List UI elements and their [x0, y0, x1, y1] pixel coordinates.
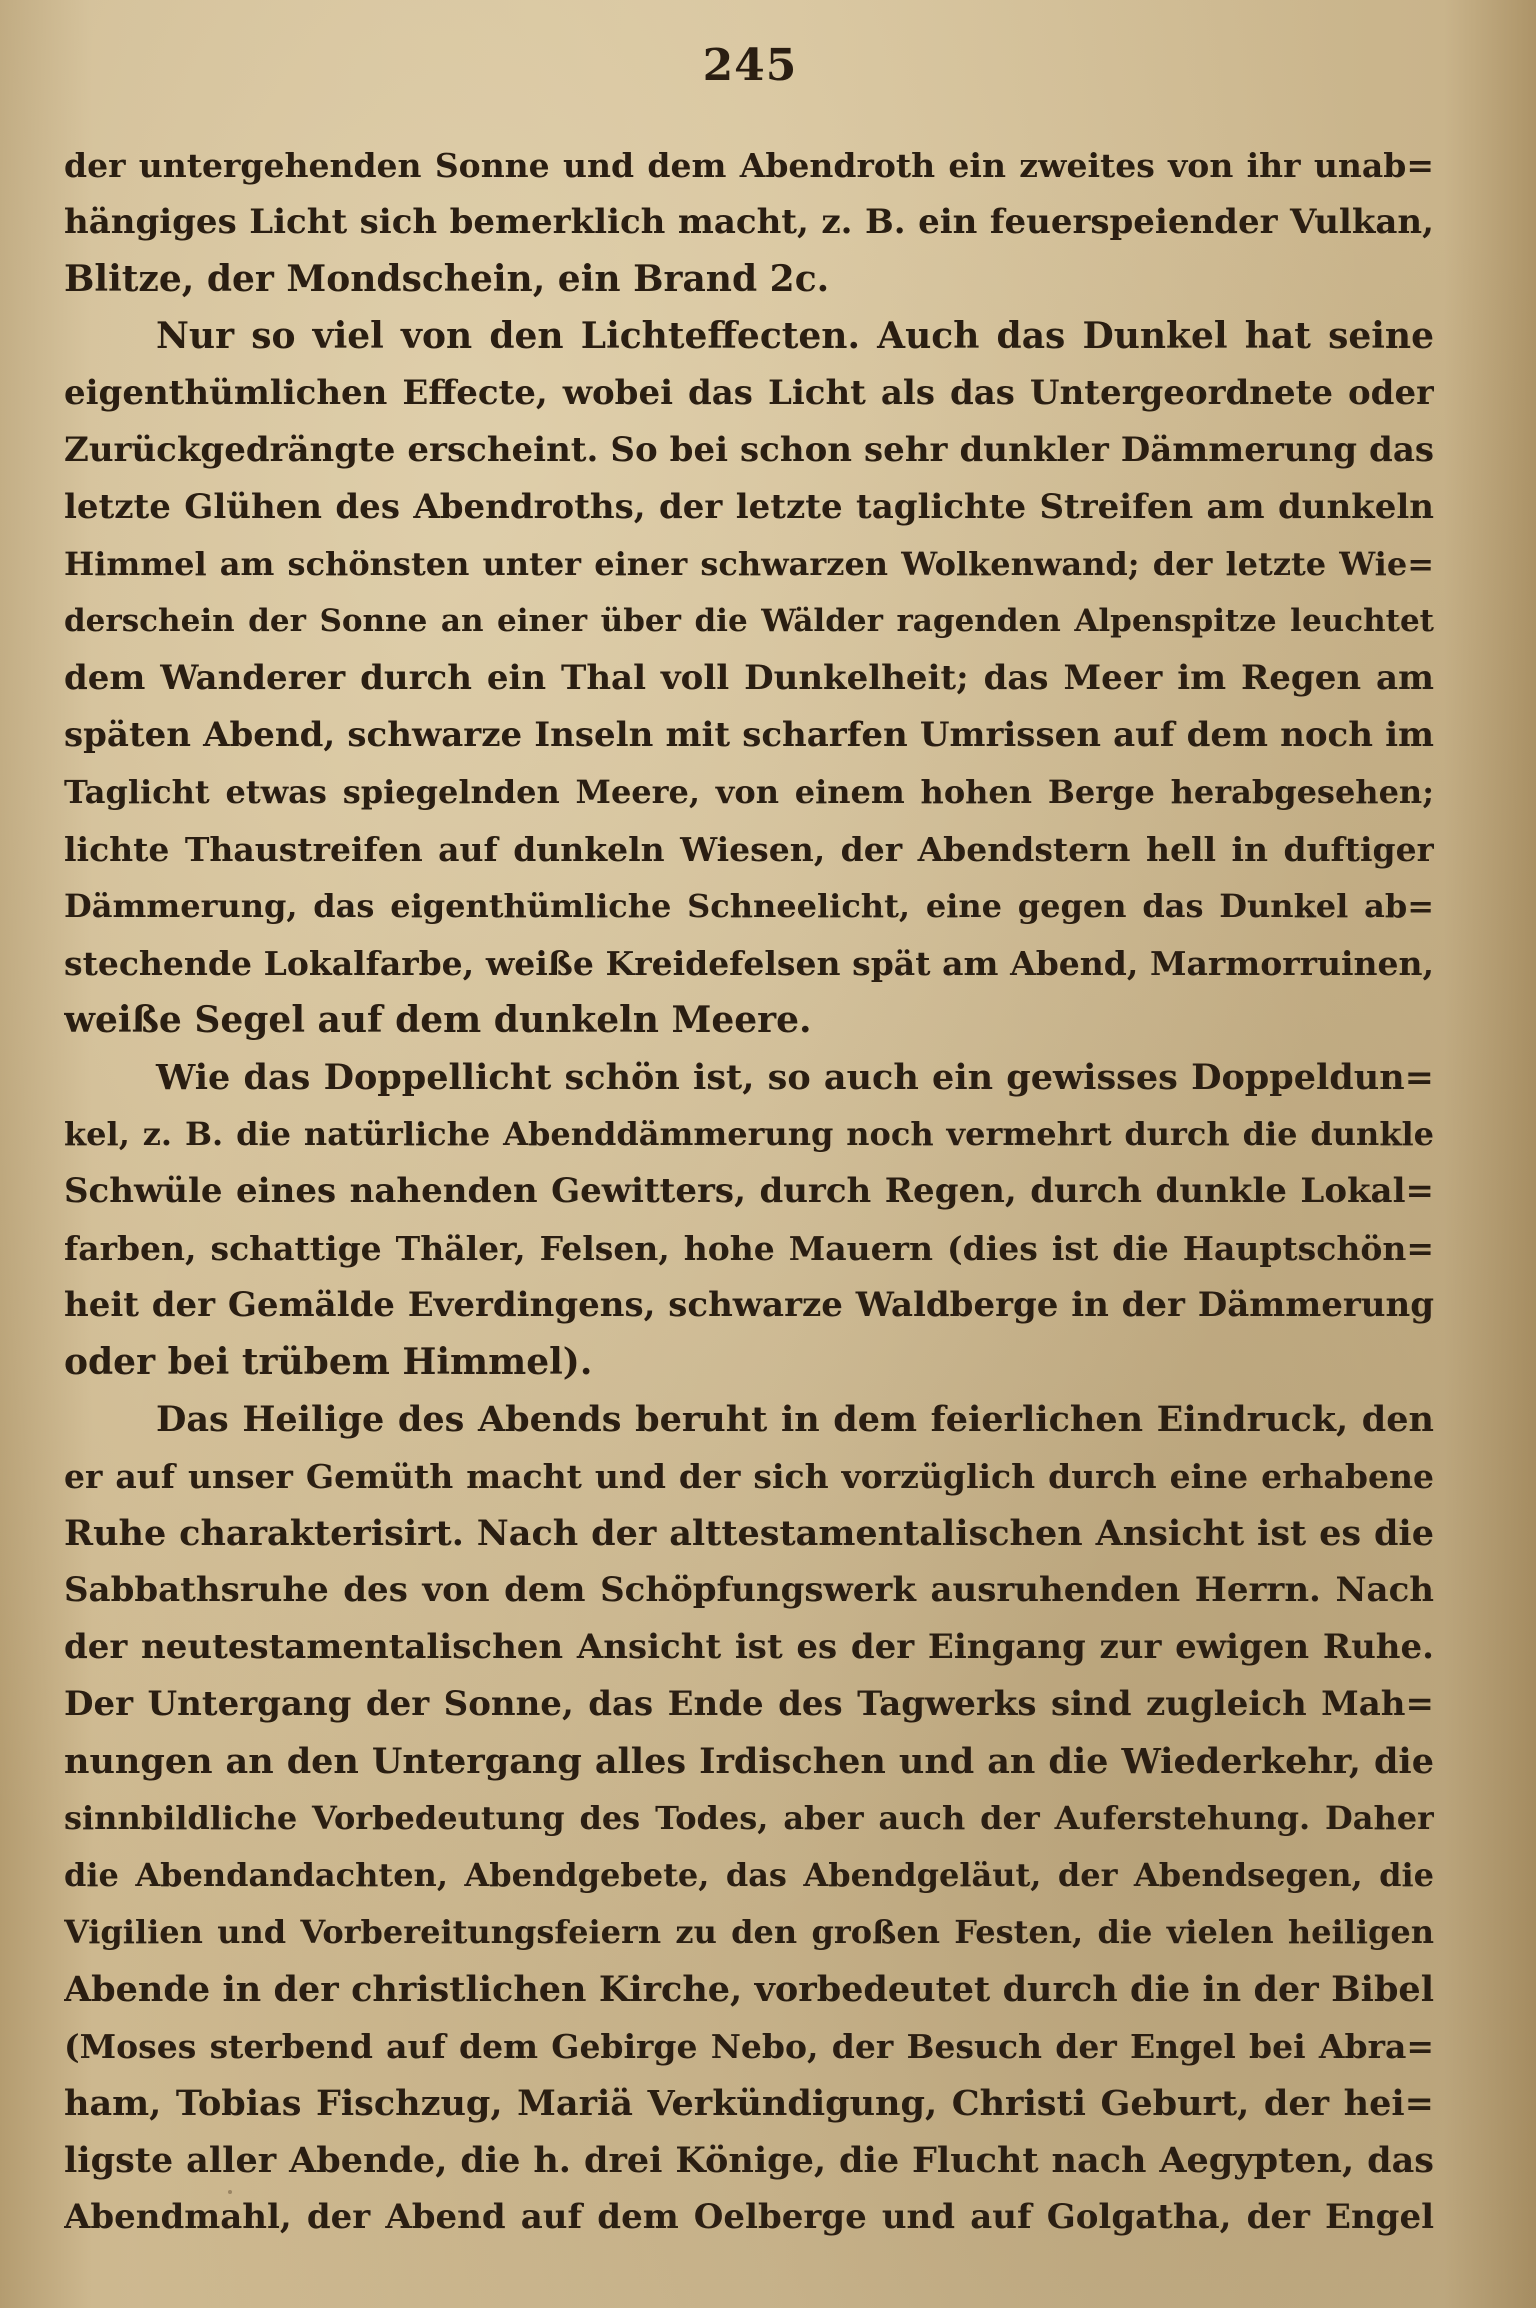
- text-line: Blitze, der Mondschein, ein Brand 2c.: [64, 258, 830, 300]
- text-line: hängiges Licht sich bemerklich macht, z. B. ein feuerspeiender Vulkan,: [64, 202, 1434, 242]
- text-line: Zurückgedrängte erscheint. So bei schon sehr dunkler Dämmerung das: [64, 430, 1434, 470]
- paper-speck: [228, 2190, 232, 2194]
- text-line: letzte Glühen des Abendroths, der letzte taglichte Streifen am dunkeln: [64, 487, 1434, 527]
- text-line: Vigilien und Vorbereitungsfeiern zu den großen Festen, die vielen heiligen: [64, 1913, 1434, 1951]
- text-line: Das Heilige des Abends beruht in dem feierlichen Eindruck, den: [156, 1399, 1434, 1440]
- text-line: kel, z. B. die natürliche Abenddämmerung noch vermehrt durch die dunkle: [64, 1115, 1434, 1153]
- text-line: Dämmerung, das eigenthümliche Schneelicht, eine gegen das Dunkel ab=: [64, 887, 1434, 925]
- text-line: Himmel am schönsten unter einer schwarzen Wolkenwand; der letzte Wie=: [64, 545, 1434, 583]
- text-line: Nur so viel von den Lichteffecten. Auch das Dunkel hat seine: [156, 315, 1434, 357]
- text-line: sinnbildliche Vorbedeutung des Todes, aber auch der Auferstehung. Daher: [64, 1799, 1434, 1837]
- text-line: dem Wanderer durch ein Thal voll Dunkelheit; das Meer im Regen am: [64, 658, 1434, 698]
- text-line: Ruhe charakterisirt. Nach der alttestamentalischen Ansicht ist es die: [64, 1513, 1434, 1554]
- body-text: [64, 137, 1434, 2246]
- text-line: Wie das Doppellicht schön ist, so auch ein gewisses Doppeldun=: [156, 1057, 1434, 1098]
- text-line: ligste aller Abende, die h. drei Könige, die Flucht nach Aegypten, das: [64, 2140, 1434, 2181]
- text-line: oder bei trübem Himmel).: [64, 1341, 593, 1383]
- text-line: Abendmahl, der Abend auf dem Oelberge und auf Golgatha, der Engel: [64, 2197, 1434, 2237]
- text-line: Sabbathsruhe des von dem Schöpfungswerk ausruhenden Herrn. Nach: [64, 1570, 1434, 1610]
- text-line: ham, Tobias Fischzug, Mariä Verkündigung, Christi Geburt, der hei=: [64, 2083, 1434, 2124]
- text-line: (Moses sterbend auf dem Gebirge Nebo, der Besuch der Engel bei Abra=: [64, 2027, 1434, 2066]
- paper-speck: [1150, 1710, 1153, 1713]
- text-line: Taglicht etwas spiegelnden Meere, von einem hohen Berge herabgesehen;: [64, 773, 1434, 811]
- text-line: weiße Segel auf dem dunkeln Meere.: [64, 999, 812, 1041]
- text-line: nungen an den Untergang alles Irdischen und an die Wiederkehr, die: [64, 1741, 1434, 1782]
- text-line: farben, schattige Thäler, Felsen, hohe Mauern (dies ist die Hauptschön=: [64, 1229, 1434, 1268]
- text-line: eigenthümlichen Effecte, wobei das Licht als das Untergeordnete oder: [64, 373, 1434, 413]
- text-line: er auf unser Gemüth macht und der sich vorzüglich durch eine erhabene: [64, 1457, 1434, 1496]
- page-number: 245: [702, 40, 798, 91]
- text-line: derschein der Sonne an einer über die Wälder ragenden Alpenspitze leuchtet: [64, 603, 1434, 639]
- text-line: der neutestamentalischen Ansicht ist es der Eingang zur ewigen Ruhe.: [64, 1627, 1434, 1667]
- text-line: der untergehenden Sonne und dem Abendroth ein zweites von ihr unab=: [64, 146, 1434, 185]
- text-line: Schwüle eines nahenden Gewitters, durch Regen, durch dunkle Lokal=: [64, 1171, 1434, 1211]
- text-line: Abende in der christlichen Kirche, vorbedeutet durch die in der Bibel: [64, 1969, 1434, 2010]
- text-line: lichte Thaustreifen auf dunkeln Wiesen, der Abendstern hell in duftiger: [64, 830, 1434, 869]
- text-line: die Abendandachten, Abendgebete, das Abendgeläut, der Abendsegen, die: [64, 1856, 1434, 1894]
- text-line: Der Untergang der Sonne, das Ende des Tagwerks sind zugleich Mah=: [64, 1684, 1434, 1724]
- text-line: späten Abend, schwarze Inseln mit scharfen Umrissen auf dem noch im: [64, 715, 1434, 755]
- text-line: heit der Gemälde Everdingens, schwarze Waldberge in der Dämmerung: [64, 1285, 1434, 1325]
- text-line: stechende Lokalfarbe, weiße Kreidefelsen spät am Abend, Marmorruinen,: [64, 944, 1434, 983]
